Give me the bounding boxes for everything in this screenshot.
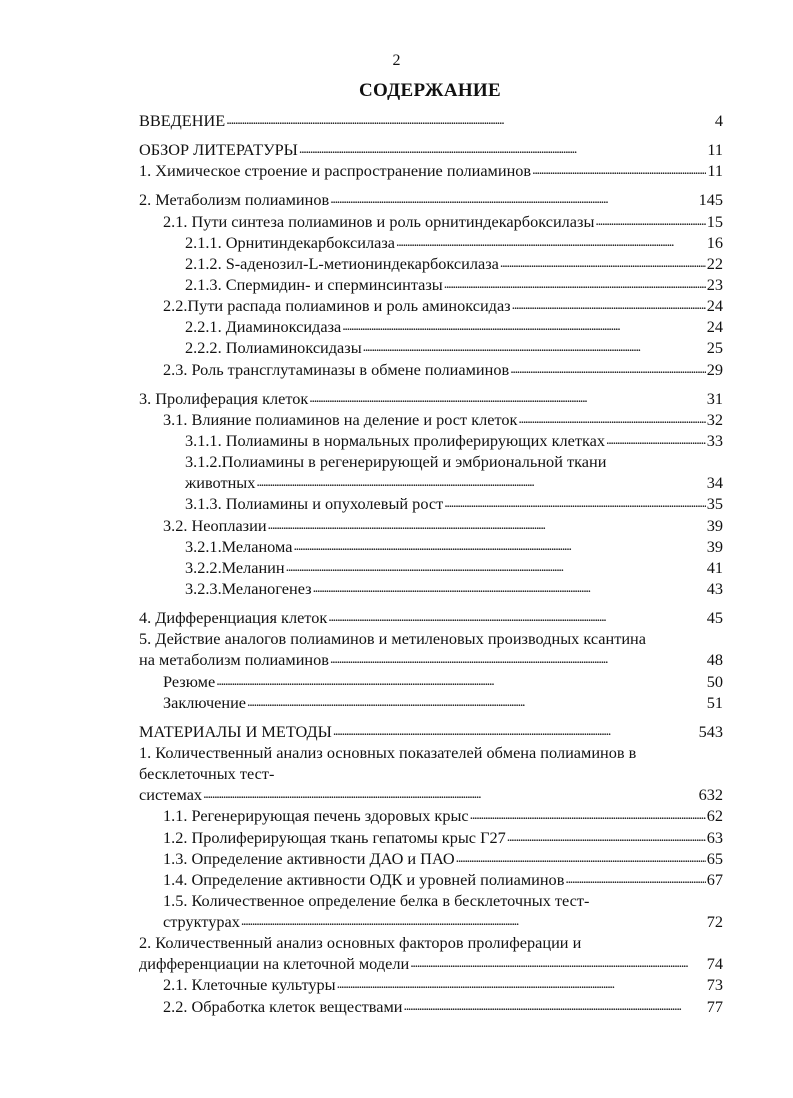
toc-entry-page: 62: [706, 806, 723, 826]
dot-leader: [313, 578, 706, 599]
toc-entry-title: 5. Действие аналогов полиаминов и метиленовых производных ксантина: [139, 629, 646, 649]
toc-entry: [139, 932, 723, 953]
toc-entry-page: 33: [706, 430, 723, 450]
toc-entry: [139, 160, 723, 181]
toc-entry: [139, 536, 723, 557]
toc-entry: [139, 274, 723, 295]
toc-entry-title: 3. Пролиферация клеток: [139, 388, 309, 408]
dot-leader: [256, 472, 705, 493]
toc-entry-title: 1.4. Определение активности ОДК и уровней полиаминов: [163, 869, 565, 889]
toc-entry: [139, 359, 723, 380]
toc-entry-title: 2.2. Обработка клеток веществами: [163, 996, 403, 1016]
toc-entry: [139, 110, 723, 131]
toc-entry-page: 67: [706, 869, 723, 889]
toc-entry-title: на метаболизм полиаминов: [139, 650, 329, 670]
toc-entry: [139, 742, 723, 763]
toc-entry-page: 11: [707, 140, 723, 160]
toc-entry-title: 1. Количественный анализ основных показателей обмена полиаминов в: [139, 742, 637, 762]
dot-leader: [470, 805, 706, 826]
toc-entry: [139, 649, 723, 670]
toc-entry-title: системах: [139, 785, 203, 805]
dot-leader: [565, 869, 705, 890]
toc-entry-title: 2.2.Пути распада полиаминов и роль аминоксидаз: [163, 296, 511, 316]
toc-entry: [139, 848, 723, 869]
dot-leader: [507, 827, 706, 848]
dot-leader: [330, 649, 706, 670]
toc-entry-page: 51: [706, 692, 723, 712]
dot-leader: [456, 848, 706, 869]
toc-entry: [139, 211, 723, 232]
toc-entry: [139, 628, 723, 649]
dot-leader: [286, 557, 706, 578]
toc-entry: [139, 472, 723, 493]
toc-entry-title: 2.3. Роль трансглутаминазы в обмене полиаминов: [163, 359, 510, 379]
toc-entry-title: 3.1.3. Полиамины и опухолевый рост: [185, 494, 444, 514]
toc-entry: [139, 189, 723, 210]
toc-entry: [139, 409, 723, 430]
toc-entry-page: 16: [706, 232, 723, 252]
toc-entry: [139, 827, 723, 848]
toc-entry: [139, 451, 723, 472]
toc-entry: [139, 232, 723, 253]
dot-leader: [342, 316, 705, 337]
toc-entry-page: 39: [706, 536, 723, 556]
toc-entry-page: 145: [698, 190, 723, 210]
toc-entry-title: 2.1.1. Орнитиндекарбоксилаза: [185, 232, 395, 252]
dot-leader: [216, 671, 706, 692]
page-number: 2: [392, 52, 401, 69]
dot-leader: [309, 388, 705, 409]
toc-entry-page: 4: [714, 111, 723, 130]
toc-entry: [139, 295, 723, 316]
toc-entry-title: 3.1.2.Полиамины в регенерирующей и эмбриональной ткани: [185, 452, 607, 472]
toc-entry-page: 11: [707, 161, 723, 181]
toc-entry-page: 25: [706, 338, 723, 358]
toc-entry: [139, 890, 723, 911]
toc-entry-title: 1.5. Количественное определение белка в бесклеточных тест-: [163, 890, 590, 910]
toc-entry-title: 1.3. Определение активности ДАО и ПАО: [163, 848, 455, 868]
toc-entry-title: структурах: [163, 912, 240, 932]
toc-entry-title: 2.1. Пути синтеза полиаминов и роль орнитиндекарбоксилазы: [163, 211, 595, 231]
dot-leader: [241, 911, 706, 932]
dot-leader: [444, 493, 706, 514]
table-of-contents: [139, 110, 723, 1017]
toc-entry: [139, 515, 723, 536]
toc-entry: [139, 671, 723, 692]
toc-entry: [139, 721, 723, 742]
toc-entry-title: 2.1.3. Спермидин- и сперминсинтазы: [185, 274, 443, 294]
toc-entry-title: бесклеточных тест-: [139, 764, 275, 784]
dot-leader: [247, 692, 706, 713]
toc-entry-page: 77: [706, 996, 723, 1016]
toc-entry-page: 15: [706, 211, 723, 231]
toc-entry-page: 22: [706, 253, 723, 273]
toc-entry: [139, 869, 723, 890]
toc-entry: [139, 316, 723, 337]
toc-entry-page: 74: [706, 954, 723, 974]
toc-entry-title: 1.2. Пролиферирующая ткань гепатомы крыс Г27: [163, 827, 506, 847]
toc-entry: [139, 139, 723, 160]
toc-entry: [139, 805, 723, 826]
dot-leader: [532, 160, 706, 181]
toc-entry-page: 34: [706, 473, 723, 493]
toc-entry: [139, 763, 723, 784]
toc-entry: [139, 953, 723, 974]
dot-leader: [330, 189, 697, 210]
dot-leader: [510, 359, 706, 380]
toc-entry: [139, 692, 723, 713]
toc-entry: [139, 388, 723, 409]
toc-entry-page: 543: [698, 721, 723, 741]
toc-entry-page: 29: [706, 359, 723, 379]
dot-leader: [268, 515, 706, 536]
dot-leader: [518, 409, 705, 430]
toc-entry-title: 1. Химическое строение и распространение полиаминов: [139, 161, 532, 181]
toc-entry-title: 3.2.3.Меланогенез: [185, 578, 312, 598]
toc-entry-page: 24: [706, 296, 723, 316]
dot-leader: [363, 337, 706, 358]
dot-leader: [396, 232, 706, 253]
toc-entry: [139, 493, 723, 514]
dot-leader: [444, 274, 706, 295]
toc-entry-page: 45: [706, 608, 723, 628]
toc-entry-title: 3.2. Неоплазии: [163, 515, 267, 535]
toc-entry-page: 50: [706, 671, 723, 691]
toc-entry-title: 2. Метаболизм полиаминов: [139, 190, 330, 210]
toc-entry-page: 41: [706, 557, 723, 577]
toc-entry-page: 63: [706, 827, 723, 847]
toc-entry-page: 43: [706, 578, 723, 598]
toc-entry-title: 2.2.1. Диаминоксидаза: [185, 317, 342, 337]
toc-entry: [139, 430, 723, 451]
dot-leader: [226, 110, 714, 131]
toc-entry-page: 65: [706, 848, 723, 868]
toc-entry-title: Заключение: [163, 692, 247, 712]
dot-leader: [337, 974, 706, 995]
dot-leader: [606, 430, 706, 451]
toc-entry: [139, 578, 723, 599]
dot-leader: [333, 721, 698, 742]
toc-entry-page: 39: [706, 515, 723, 535]
toc-entry-title: 4. Дифференциация клеток: [139, 608, 328, 628]
dot-leader: [203, 784, 698, 805]
toc-entry-title: животных: [185, 473, 256, 493]
toc-entry: [139, 911, 723, 932]
dot-leader: [500, 253, 706, 274]
toc-entry: [139, 996, 723, 1017]
page-title: СОДЕРЖАНИЕ: [359, 80, 501, 101]
dot-leader: [293, 536, 705, 557]
toc-entry-title: 3.2.2.Меланин: [185, 557, 285, 577]
toc-entry-title: МАТЕРИАЛЫ И МЕТОДЫ: [139, 721, 332, 741]
dot-leader: [404, 996, 706, 1017]
toc-entry-title: 2.1.2. S-аденозил-L-метиониндекарбоксилаза: [185, 253, 499, 273]
toc-entry-title: 2.2.2. Полиаминоксидазы: [185, 338, 362, 358]
toc-entry-page: 73: [706, 975, 723, 995]
toc-entry-page: 48: [706, 650, 723, 670]
toc-entry: [139, 784, 723, 805]
toc-entry-page: 632: [698, 785, 723, 805]
toc-entry-title: 3.2.1.Меланома: [185, 536, 293, 556]
dot-leader: [299, 139, 706, 160]
toc-entry-page: 31: [706, 388, 723, 408]
toc-entry-title: ВВЕДЕНИЕ: [139, 111, 226, 130]
toc-entry-title: 2. Количественный анализ основных факторов пролиферации и: [139, 933, 582, 953]
toc-entry: [139, 974, 723, 995]
dot-leader: [512, 295, 706, 316]
toc-entry-page: 24: [706, 317, 723, 337]
toc-entry-title: 3.1. Влияние полиаминов на деление и рост клеток: [163, 409, 518, 429]
toc-entry-title: 2.1. Клеточные культуры: [163, 975, 336, 995]
toc-entry-page: 32: [706, 409, 723, 429]
toc-entry-page: 35: [706, 494, 723, 514]
dot-leader: [410, 953, 706, 974]
toc-entry-title: Резюме: [163, 671, 216, 691]
toc-entry-page: 72: [706, 912, 723, 932]
toc-entry-title: ОБЗОР ЛИТЕРАТУРЫ: [139, 140, 298, 160]
toc-entry-title: дифференциации на клеточной модели: [139, 954, 410, 974]
toc-entry-title: 3.1.1. Полиамины в нормальных пролиферирующих клетках: [185, 430, 606, 450]
toc-entry: [139, 557, 723, 578]
dot-leader: [595, 211, 705, 232]
toc-entry: [139, 337, 723, 358]
toc-entry-page: 23: [706, 274, 723, 294]
toc-entry: [139, 607, 723, 628]
toc-entry-title: 1.1. Регенерирующая печень здоровых крыс: [163, 806, 469, 826]
dot-leader: [328, 607, 705, 628]
toc-entry: [139, 253, 723, 274]
